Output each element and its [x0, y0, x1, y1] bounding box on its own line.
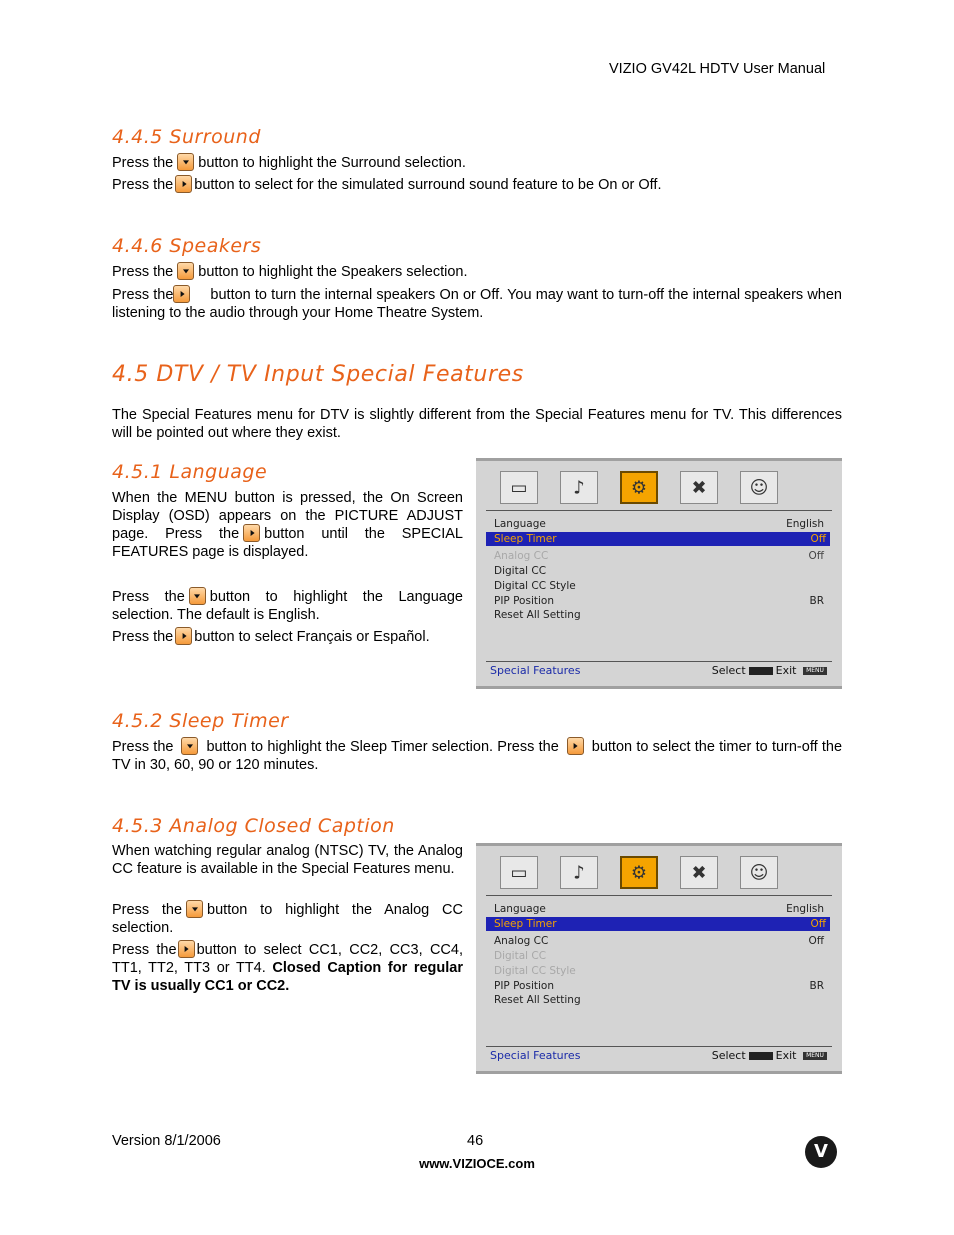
row-label: Sleep Timer	[494, 533, 557, 545]
setup-tab-icon: ✖	[680, 471, 718, 504]
surround-line-2	[112, 176, 661, 194]
row-label: Analog CC	[494, 550, 549, 562]
divider	[486, 661, 832, 662]
select-label: Select	[711, 664, 746, 677]
osd-row-digital-cc	[490, 564, 828, 578]
surround-line-1	[112, 154, 466, 172]
row-label: Sleep Timer	[494, 918, 557, 930]
text: button to select for the simulated surround sound feature to be On or Off.	[194, 177, 662, 193]
text: Press the	[112, 264, 174, 280]
right-arrow-button-icon	[175, 627, 192, 645]
osd-row-digital-cc	[490, 949, 828, 963]
osd-footer-keys	[712, 1049, 830, 1062]
arrow-keys-icon	[749, 1052, 773, 1060]
heading-language: 4.5.1 Language	[112, 461, 268, 483]
row-label: Analog CC	[494, 935, 549, 947]
text: button to highlight the Analog CC selection.	[112, 902, 464, 937]
row-value: English	[786, 903, 824, 915]
website-url: www.VIZIOCE.com	[419, 1156, 535, 1171]
osd-row-analog-cc	[490, 549, 828, 563]
osd-row-reset	[490, 993, 828, 1007]
row-label: Digital CC	[494, 565, 547, 577]
row-label: Reset All Setting	[494, 609, 581, 621]
arrow-keys-icon	[749, 667, 773, 675]
text: Press the	[112, 287, 174, 303]
exit-label: Exit	[775, 664, 797, 677]
row-label: Digital CC Style	[494, 580, 576, 592]
text: Press the	[112, 902, 183, 918]
row-label: PIP Position	[494, 980, 554, 992]
audio-tab-icon: ♪	[560, 856, 598, 889]
osd-row-analog-cc	[490, 934, 828, 948]
text: button to select the timer to turn-off the TV in 30, 60, 90 or 120 minutes.	[112, 739, 843, 774]
picture-tab-icon: ▭	[500, 856, 538, 889]
osd-row-digital-cc-style	[490, 964, 828, 978]
text: button to highlight the Language selection. The default is English.	[112, 589, 463, 624]
row-label: Reset All Setting	[494, 994, 581, 1006]
divider	[486, 510, 832, 511]
text: button to highlight the Surround selection.	[198, 155, 466, 171]
row-label: PIP Position	[494, 595, 554, 607]
row-label: Digital CC Style	[494, 965, 576, 977]
menu-key-icon: MENU	[803, 667, 827, 675]
down-arrow-button-icon	[189, 587, 206, 605]
version-label: Version 8/1/2006	[112, 1133, 221, 1149]
osd-special-features-screenshot-1	[476, 458, 842, 689]
speakers-line-1	[112, 263, 467, 281]
down-arrow-button-icon	[177, 153, 194, 171]
language-para-3	[112, 628, 472, 646]
osd-row-sleep-timer	[486, 532, 830, 546]
right-arrow-button-icon	[243, 524, 260, 542]
exit-label: Exit	[775, 1049, 797, 1062]
right-arrow-button-icon	[175, 175, 192, 193]
text: button to turn the internal speakers On or Off. You may want to turn-off the internal speakers when listening to the audio through your Home Theatre System.	[112, 287, 842, 322]
parental-tab-icon: ☺	[740, 471, 778, 504]
manual-title: VIZIO GV42L HDTV User Manual	[609, 61, 826, 77]
down-arrow-button-icon	[186, 900, 203, 918]
text: Press the	[112, 177, 174, 193]
special-features-tab-icon: ⚙	[620, 471, 658, 504]
analog-cc-para-3	[112, 941, 463, 995]
osd-row-sleep-timer	[486, 917, 830, 931]
text: button to highlight the Speakers selection.	[198, 264, 468, 280]
right-arrow-button-icon	[567, 737, 584, 755]
row-label: Language	[494, 903, 546, 915]
row-value: BR	[809, 595, 824, 607]
text: Press the	[112, 589, 185, 605]
divider	[486, 1046, 832, 1047]
text: Press the	[112, 942, 177, 958]
down-arrow-button-icon	[177, 262, 194, 280]
speakers-line-2	[112, 286, 842, 322]
bold-note: Closed Caption for regular TV is usually CC1 or CC2.	[112, 960, 463, 995]
parental-tab-icon: ☺	[740, 856, 778, 889]
heading-speakers: 4.4.6 Speakers	[112, 235, 262, 257]
text: button to select Français or Español.	[194, 629, 430, 645]
text: Press the	[112, 629, 174, 645]
osd-footer-title: Special Features	[490, 664, 581, 677]
heading-sleep-timer: 4.5.2 Sleep Timer	[112, 710, 289, 732]
osd-row-reset	[490, 608, 828, 622]
row-value: Off	[808, 550, 824, 562]
text: When the MENU button is pressed, the On Screen Display (OSD) appears on the PICTURE ADJUST page. Press the	[112, 490, 463, 542]
osd-special-features-screenshot-2	[476, 843, 842, 1074]
analog-cc-para-1: When watching regular analog (NTSC) TV, the Analog CC feature is available in the Special Features menu.	[112, 843, 463, 877]
audio-tab-icon: ♪	[560, 471, 598, 504]
menu-key-icon: MENU	[803, 1052, 827, 1060]
row-label: Digital CC	[494, 950, 547, 962]
row-value: English	[786, 518, 824, 530]
osd-row-pip-position	[490, 594, 828, 608]
special-features-intro: The Special Features menu for DTV is slightly different from the Special Features menu for TV. This differences will be pointed out where they exist.	[112, 407, 842, 441]
right-arrow-button-icon	[173, 285, 190, 303]
heading-special-features: 4.5 DTV / TV Input Special Features	[112, 362, 524, 387]
text: Press the	[112, 739, 174, 755]
text: button to select CC1, CC2, CC3, CC4, TT1, TT2, TT3 or TT4.	[112, 942, 463, 977]
osd-row-language	[490, 517, 828, 531]
down-arrow-button-icon	[181, 737, 198, 755]
row-value: BR	[809, 980, 824, 992]
setup-tab-icon: ✖	[680, 856, 718, 889]
language-para-1	[112, 489, 463, 561]
osd-row-pip-position	[490, 979, 828, 993]
row-value: Off	[808, 935, 824, 947]
page-number: 46	[467, 1133, 484, 1149]
text: button to highlight the Sleep Timer selection. Press the	[206, 739, 559, 755]
osd-footer-keys	[712, 664, 830, 677]
vizio-logo-icon: V	[805, 1136, 837, 1168]
row-label: Language	[494, 518, 546, 530]
select-label: Select	[711, 1049, 746, 1062]
picture-tab-icon: ▭	[500, 471, 538, 504]
row-value: Off	[810, 918, 826, 930]
language-para-2	[112, 588, 463, 624]
row-value: Off	[810, 533, 826, 545]
text: button until the SPECIAL FEATURES page is displayed.	[112, 526, 463, 561]
osd-row-language	[490, 902, 828, 916]
osd-row-digital-cc-style	[490, 579, 828, 593]
special-features-tab-icon: ⚙	[620, 856, 658, 889]
analog-cc-para-2	[112, 901, 463, 937]
osd-footer-title: Special Features	[490, 1049, 581, 1062]
heading-analog-cc: 4.5.3 Analog Closed Caption	[112, 815, 395, 837]
heading-surround: 4.4.5 Surround	[112, 126, 261, 148]
text: Press the	[112, 155, 174, 171]
right-arrow-button-icon	[178, 940, 195, 958]
divider	[486, 895, 832, 896]
sleep-timer-para	[112, 738, 842, 774]
